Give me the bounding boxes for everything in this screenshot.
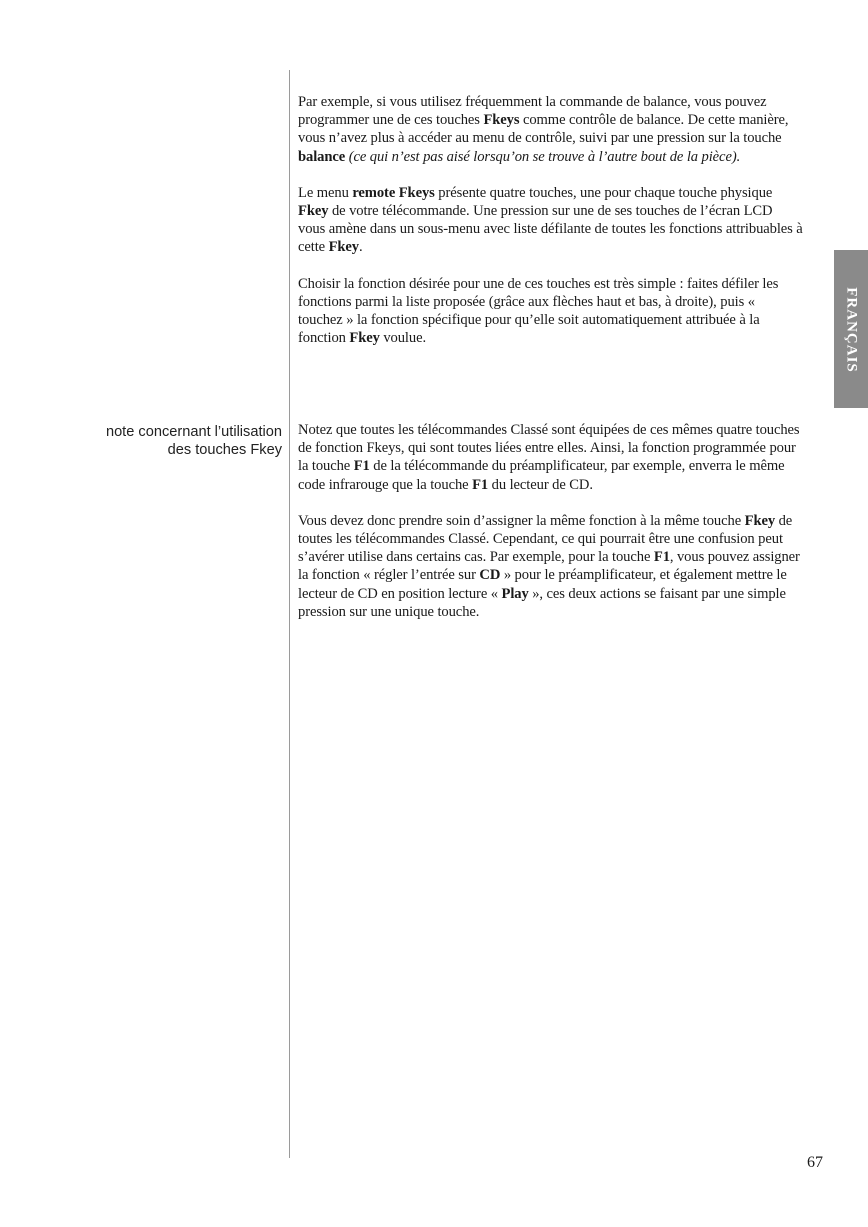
term-fkeys: Fkeys <box>483 112 520 129</box>
section-heading-line1: note concernant l’utilisation <box>105 424 282 440</box>
language-tab <box>834 250 868 408</box>
paragraph-balance-example: Par exemple, si vous utilisez fréquemment la commande de balance, vous pouvez programmer une de ces touches Fkeys comme contrôle de balance. De cette manière, vous n’avez plus à accéder au menu de contrôle, suivi par une pression sur la touche balance (ce qui n’est pas aisé lorsqu’on se trouve à l’autre bout de la pièce). <box>298 94 789 165</box>
term-play: Play <box>501 585 529 602</box>
section-heading-fkey-note <box>42 423 282 459</box>
term-fkey: Fkey <box>298 203 329 220</box>
term-balance: balance <box>298 148 346 165</box>
term-fkey: Fkey <box>744 512 776 529</box>
term-remote-fkeys: remote Fkeys <box>352 184 435 201</box>
language-tab-label: FRANÇAIS <box>843 287 860 373</box>
italic-remark: (ce qui n’est pas aisé lorsqu’on se trouve à l’autre bout de la pièce). <box>345 148 741 165</box>
term-cd: CD <box>479 567 501 584</box>
term-f1: F1 <box>653 549 670 566</box>
paragraph-shared-fkeys: Notez que toutes les télécommandes Classé sont équipées de ces mêmes quatre touches de fonction Fkeys, qui sont toutes liées entre elles. Ainsi, la fonction programmée pour la touche F1 de la télécommande du préamplificateur, par exemple, enverra le même code infrarouge que la touche F1 du lecteur de CD. <box>298 422 800 493</box>
term-f1: F1 <box>472 476 489 493</box>
page-number: 67 <box>807 1154 823 1171</box>
paragraph-assign-same-function: Vous devez donc prendre soin d’assigner la même fonction à la même touche Fkey de toutes les télécommandes Classé. Cependant, ce qui pourrait être une confusion peut s’avérer utilise dans certains cas. Par exemple, pour la touche F1, vous pouvez assigner la fonction « régler l’entrée sur CD » pour le préamplificateur, et également mettre le lecteur de CD en position lecture « Play », ces deux actions se faisant par une simple pression sur une unique touche. <box>298 512 800 620</box>
column-divider <box>289 70 290 1158</box>
fkey-note-section <box>298 421 803 639</box>
section-heading-line2: des touches Fkey <box>167 442 282 458</box>
paragraph-choose-function: Choisir la fonction désirée pour une de ces touches est très simple : faites défiler les fonctions parmi la liste proposée (grâce aux flèches haut et bas, à droite), puis « touchez » la fonction spécifique pour qu’elle soit automatiquement attribuée à la fonction Fkey voulue. <box>298 275 779 347</box>
term-f1: F1 <box>353 458 370 475</box>
fkeys-intro-section <box>298 93 803 365</box>
term-fkey: Fkey <box>349 330 380 347</box>
paragraph-remote-fkeys-menu: Le menu remote Fkeys présente quatre touches, une pour chaque touche physique Fkey de votre télécommande. Une pression sur une de ses touches de l’écran LCD vous amène dans un sous-menu avec liste défilante de toutes les fonctions attribuables à cette Fkey. <box>298 184 803 256</box>
term-fkey: Fkey <box>328 239 359 256</box>
